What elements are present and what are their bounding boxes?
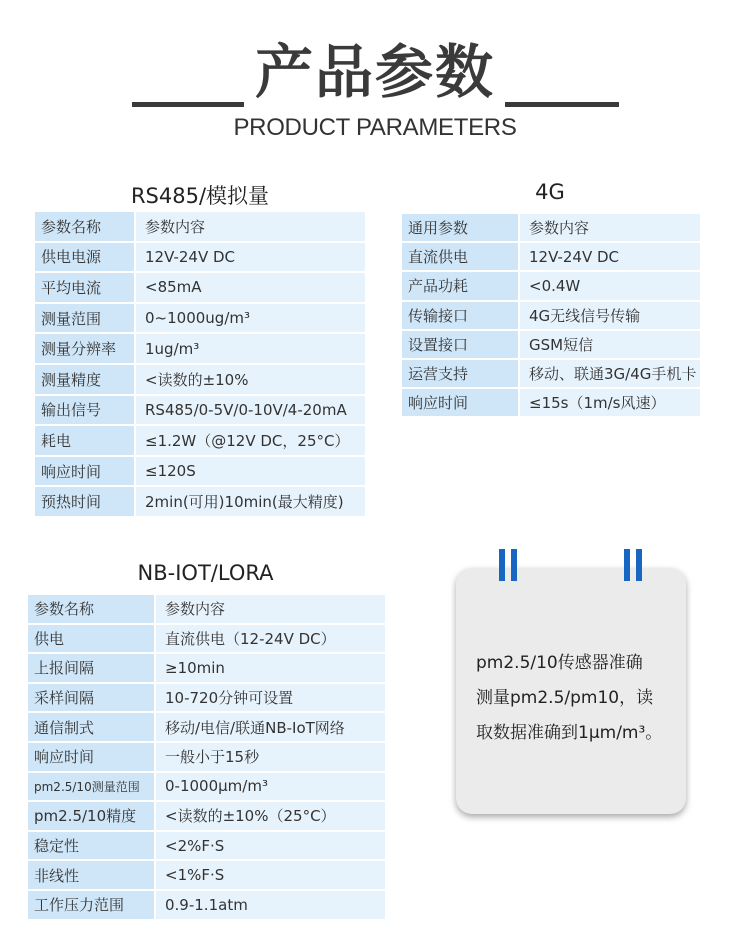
table-row <box>401 301 701 330</box>
table-row <box>27 890 386 920</box>
param-name-cell: 稳定性 <box>27 831 155 861</box>
table-row <box>34 333 366 364</box>
nbiot-section-title: NB-IOT/LORA <box>137 561 274 585</box>
param-value-cell: <2%F·S <box>155 831 386 861</box>
table-header-row <box>401 213 701 242</box>
param-value-cell: <0.4W <box>519 271 701 300</box>
param-name-cell: 通信制式 <box>27 712 155 742</box>
table-row <box>34 395 366 426</box>
table-row <box>34 272 366 303</box>
4g-spec-table <box>400 212 702 418</box>
param-value-cell: <读数的±10% <box>135 364 366 395</box>
table-header-row <box>27 594 386 624</box>
param-value-cell: 1ug/m³ <box>135 333 366 364</box>
note-text <box>476 646 686 751</box>
table-row <box>34 303 366 334</box>
table-row <box>27 831 386 861</box>
param-value-cell: ≤15s（1m/s风速） <box>519 388 701 417</box>
table-row <box>401 359 701 388</box>
param-value-cell: 移动/电信/联通NB-IoT网络 <box>155 712 386 742</box>
page-subtitle: PRODUCT PARAMETERS <box>233 114 517 141</box>
param-name-cell: pm2.5/10测量范围 <box>27 772 155 802</box>
param-name-cell: 预热时间 <box>34 486 135 517</box>
param-value-cell: ≤120S <box>135 456 366 487</box>
param-name-cell: 直流供电 <box>401 242 519 271</box>
note-line: 取数据准确到1μm/m³。 <box>476 723 663 743</box>
param-name-cell: 参数名称 <box>34 211 135 242</box>
param-name-cell: 采样间隔 <box>27 683 155 713</box>
param-value-cell: <读数的±10%（25°C） <box>155 801 386 831</box>
param-name-cell: 输出信号 <box>34 395 135 426</box>
param-value-cell: 参数内容 <box>155 594 386 624</box>
table-header-row <box>34 211 366 242</box>
param-value-cell: 一般小于15秒 <box>155 742 386 772</box>
param-value-cell: GSM短信 <box>519 330 701 359</box>
param-name-cell: pm2.5/10精度 <box>27 801 155 831</box>
param-value-cell: ≤1.2W（@12V DC，25°C） <box>135 425 366 456</box>
table-row <box>27 801 386 831</box>
param-name-cell: 上报间隔 <box>27 653 155 683</box>
table-row <box>27 772 386 802</box>
param-name-cell: 供电电源 <box>34 242 135 273</box>
param-name-cell: 工作压力范围 <box>27 890 155 920</box>
page-header <box>0 30 750 150</box>
param-name-cell: 响应时间 <box>34 456 135 487</box>
note-line: pm2.5/10传感器准确 <box>476 653 643 673</box>
title-line-left <box>132 102 244 107</box>
note-line: 测量pm2.5/pm10，读 <box>476 688 654 708</box>
table-row <box>34 364 366 395</box>
param-name-cell: 响应时间 <box>27 742 155 772</box>
table-row <box>27 742 386 772</box>
param-value-cell: 移动、联通3G/4G手机卡 <box>519 359 701 388</box>
table-row <box>401 388 701 417</box>
param-value-cell: 10-720分钟可设置 <box>155 683 386 713</box>
table-row <box>27 683 386 713</box>
param-name-cell: 传输接口 <box>401 301 519 330</box>
table-row <box>34 486 366 517</box>
page-title: 产品参数 <box>254 38 495 106</box>
param-name-cell: 耗电 <box>34 425 135 456</box>
table-row <box>34 242 366 273</box>
rs485-section-title: RS485/模拟量 <box>130 184 270 208</box>
param-value-cell: 12V-24V DC <box>135 242 366 273</box>
param-name-cell: 设置接口 <box>401 330 519 359</box>
table-row <box>34 425 366 456</box>
param-value-cell: <85mA <box>135 272 366 303</box>
param-value-cell: 0-1000μm/m³ <box>155 772 386 802</box>
binder-clip-icon <box>499 549 519 581</box>
table-row <box>401 271 701 300</box>
param-value-cell: <1%F·S <box>155 860 386 890</box>
param-name-cell: 测量分辨率 <box>34 333 135 364</box>
param-value-cell: RS485/0-5V/0-10V/4-20mA <box>135 395 366 426</box>
param-name-cell: 测量精度 <box>34 364 135 395</box>
table-row <box>27 712 386 742</box>
param-value-cell: 2min(可用)10min(最大精度) <box>135 486 366 517</box>
param-value-cell: 参数内容 <box>519 213 701 242</box>
table-row <box>401 242 701 271</box>
binder-clip-icon <box>624 549 644 581</box>
rs485-spec-table <box>33 210 367 518</box>
param-name-cell: 通用参数 <box>401 213 519 242</box>
param-name-cell: 响应时间 <box>401 388 519 417</box>
param-value-cell: ≥10min <box>155 653 386 683</box>
param-name-cell: 供电 <box>27 624 155 654</box>
4g-section-title: 4G <box>535 180 565 204</box>
param-value-cell: 0.9-1.1atm <box>155 890 386 920</box>
param-value-cell: 0~1000ug/m³ <box>135 303 366 334</box>
table-row <box>34 456 366 487</box>
param-name-cell: 平均电流 <box>34 272 135 303</box>
param-name-cell: 运营支持 <box>401 359 519 388</box>
param-name-cell: 产品功耗 <box>401 271 519 300</box>
nbiot-spec-table <box>26 593 387 921</box>
title-line-right <box>505 102 619 107</box>
param-name-cell: 测量范围 <box>34 303 135 334</box>
table-row <box>27 624 386 654</box>
table-row <box>27 653 386 683</box>
param-value-cell: 4G无线信号传输 <box>519 301 701 330</box>
table-row <box>27 860 386 890</box>
table-row <box>401 330 701 359</box>
param-value-cell: 直流供电（12-24V DC） <box>155 624 386 654</box>
param-name-cell: 非线性 <box>27 860 155 890</box>
param-value-cell: 12V-24V DC <box>519 242 701 271</box>
param-value-cell: 参数内容 <box>135 211 366 242</box>
param-name-cell: 参数名称 <box>27 594 155 624</box>
